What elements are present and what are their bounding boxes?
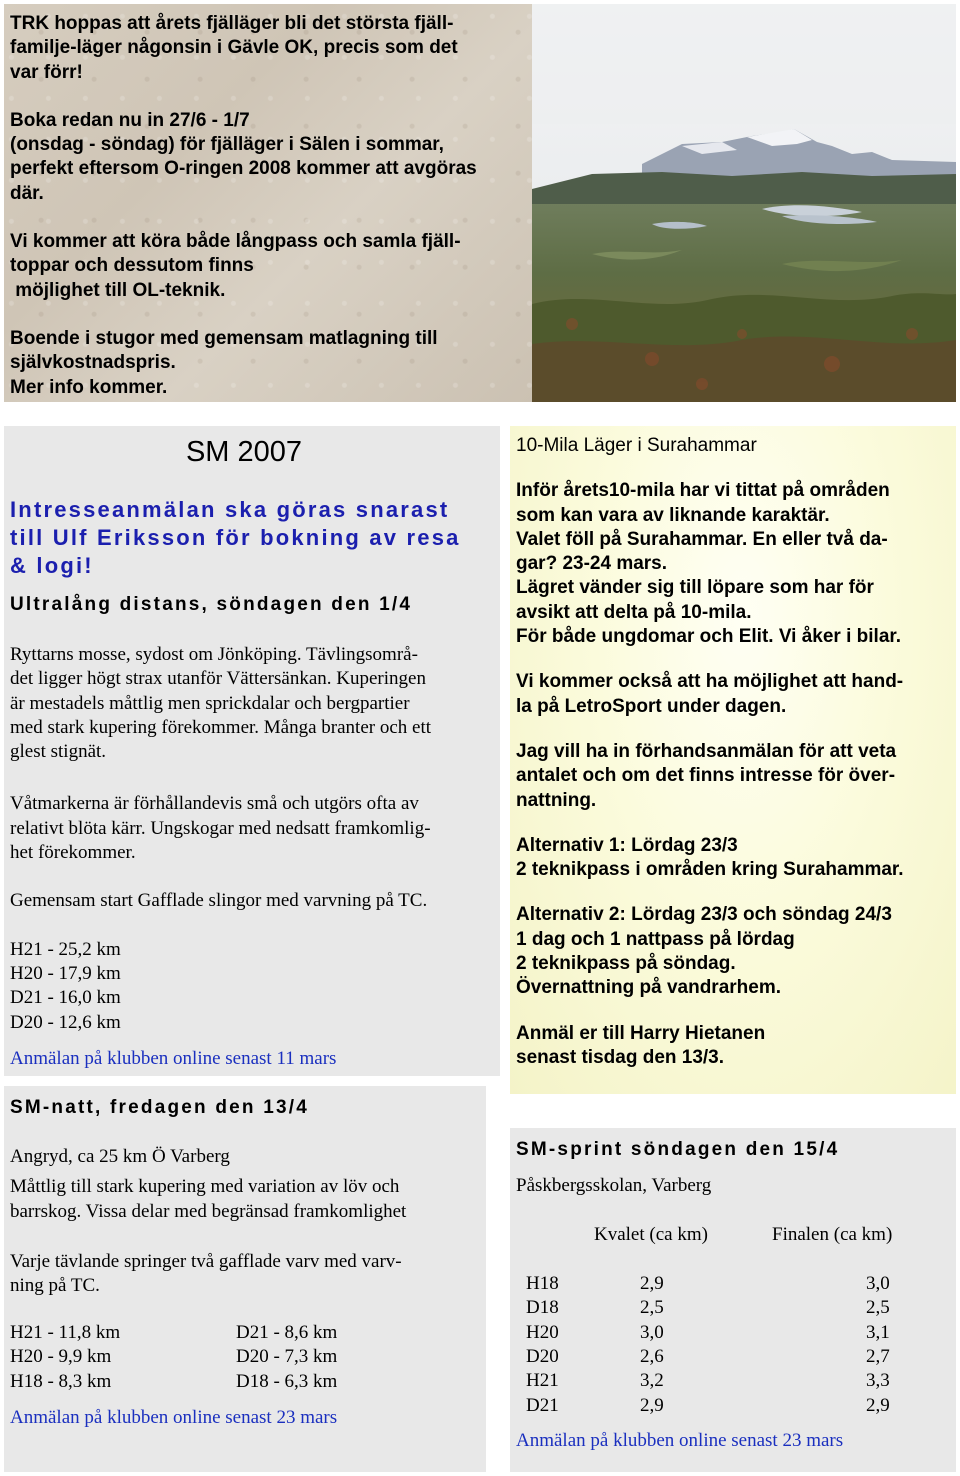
sm-2007-notice: Intresseanmälan ska göras snarast till Ulf Eriksson för bokning av resa & logi!: [10, 497, 461, 578]
ultralang-heading: Ultralång distans, söndagen den 1/4: [10, 594, 413, 615]
sm-2007-title: SM 2007: [185, 436, 303, 468]
ultralang-start-info: Gemensam start Gafflade slingor med varvning på TC.: [10, 890, 428, 912]
mountain-landscape-photo: [532, 4, 956, 402]
fjalllager-text: [10, 12, 528, 400]
table-row: H18 2,9 3,0: [526, 1273, 890, 1295]
fjalllager-box: [4, 4, 532, 402]
fjalllager-intro: TRK hoppas att årets fjälläger bli det största fjäll- familje-läger någonsin i Gävle OK, precis som det var förr!: [10, 13, 458, 83]
tiomila-preregistration: Jag vill ha in förhandsanmälan för att veta antalet och om det finns intresse för över- nattning.: [516, 740, 897, 811]
tiomila-letrosport: Vi kommer också att ha möjlighet att hand- la på LetroSport under dagen.: [516, 671, 904, 717]
table-row: H20 3,0 3,1: [526, 1321, 890, 1343]
tiomila-alternative-2: Alternativ 2: Lördag 23/3 och söndag 24/3 1 dag och 1 nattpass på lördag 2 teknikpass på söndag. Övernattning på vandrarhem.: [516, 904, 892, 999]
sm-sprint-col-kvalet: Kvalet (ca km): [594, 1224, 708, 1245]
tiomila-title: 10-Mila Läger i Surahammar: [516, 435, 757, 456]
sm-sprint-heading: SM-sprint söndagen den 15/4: [516, 1139, 840, 1160]
tiomila-intro: Inför årets10-mila har vi tittat på områden som kan vara av liknande karaktär. Valet föll på Surahammar. En eller två da- gar? 23-24 mars. Lägret vänder sig till löpare som har för avsikt att delta på 10-mila. För både ungdomar och Elit. Vi åker i bilar.: [516, 480, 902, 648]
ultralang-terrain: Ryttarns mosse, sydost om Jönköping. Tävlingsområ- det ligger högt strax utanför Vättersänkan. Kuperingen är mestadels måttlig men sprickdalar och bergpartier med stark kupering förekommer. Många branter och ett glest stignät.: [10, 644, 432, 763]
sm-natt-description: [10, 1145, 480, 1298]
sm-sprint-venue: Påskbergsskolan, Varberg: [516, 1175, 712, 1196]
tiomila-box: [510, 426, 956, 1094]
sm-sprint-signup-link[interactable]: Anmälan på klubben online senast 23 mars: [516, 1430, 844, 1451]
ultralang-signup-link[interactable]: Anmälan på klubben online senast 11 mars: [10, 1047, 337, 1069]
sm-natt-signup-link[interactable]: Anmälan på klubben online senast 23 mars: [10, 1407, 338, 1428]
sm-natt-heading: SM-natt, fredagen den 13/4: [10, 1097, 309, 1118]
tiomila-text: [516, 434, 952, 1070]
ultralang-distances: H21 - 25,2 km H20 - 17,9 km D21 - 16,0 km D20 - 12,6 km: [10, 938, 121, 1033]
tiomila-contact: Anmäl er till Harry Hietanen senast tisdag den 13/3.: [516, 1022, 766, 1068]
fjalllager-activities: Vi kommer att köra både långpass och samla fjäll- toppar och dessutom finns möjlighet till OL-teknik.: [10, 231, 461, 301]
sm-natt-distances-women: D21 - 8,6 km D20 - 7,3 km D18 - 6,3 km: [236, 1322, 338, 1392]
table-row: D20 2,6 2,7: [526, 1346, 890, 1368]
sm-natt-terrain: Måttlig till stark kupering med variation av löv och barrskog. Vissa delar med begränsad framkomlighet: [10, 1176, 407, 1222]
fjalllager-booking: Boka redan nu in 27/6 - 1/7 (onsdag - söndag) för fjälläger i Sälen i sommar, perfekt eftersom O-ringen 2008 kommer att avgöras där.: [10, 109, 477, 204]
sm-sprint-results-table: [526, 1272, 890, 1418]
ultralang-description: [10, 643, 490, 1071]
table-row: H21 3,2 3,3: [526, 1370, 890, 1392]
sm-natt-format: Varje tävlande springer två gafflade varv med varv- ning på TC.: [10, 1250, 402, 1297]
sm-2007-box: [4, 426, 500, 1076]
sm-natt-box: [4, 1086, 486, 1472]
sm-sprint-box: [510, 1128, 956, 1472]
sm-natt-location: Angryd, ca 25 km Ö Varberg: [10, 1146, 230, 1167]
ultralang-wetlands: Våtmarkerna är förhållandevis små och utgörs ofta av relativt blöta kärr. Ungskogar med nedsatt framkomlig- het förekommer.: [10, 793, 431, 864]
table-row: D21 2,9 2,9: [526, 1394, 890, 1416]
sm-natt-distances-men: H21 - 11,8 km H20 - 9,9 km H18 - 8,3 km: [10, 1322, 121, 1392]
fjalllager-lodging: Boende i stugor med gemensam matlagning till självkostnadspris. Mer info kommer.: [10, 327, 438, 398]
tiomila-alternative-1: Alternativ 1: Lördag 23/3 2 teknikpass i områden kring Surahammar.: [516, 834, 904, 881]
table-row: D18 2,5 2,5: [526, 1297, 890, 1319]
sm-sprint-col-finalen: Finalen (ca km): [772, 1224, 893, 1245]
